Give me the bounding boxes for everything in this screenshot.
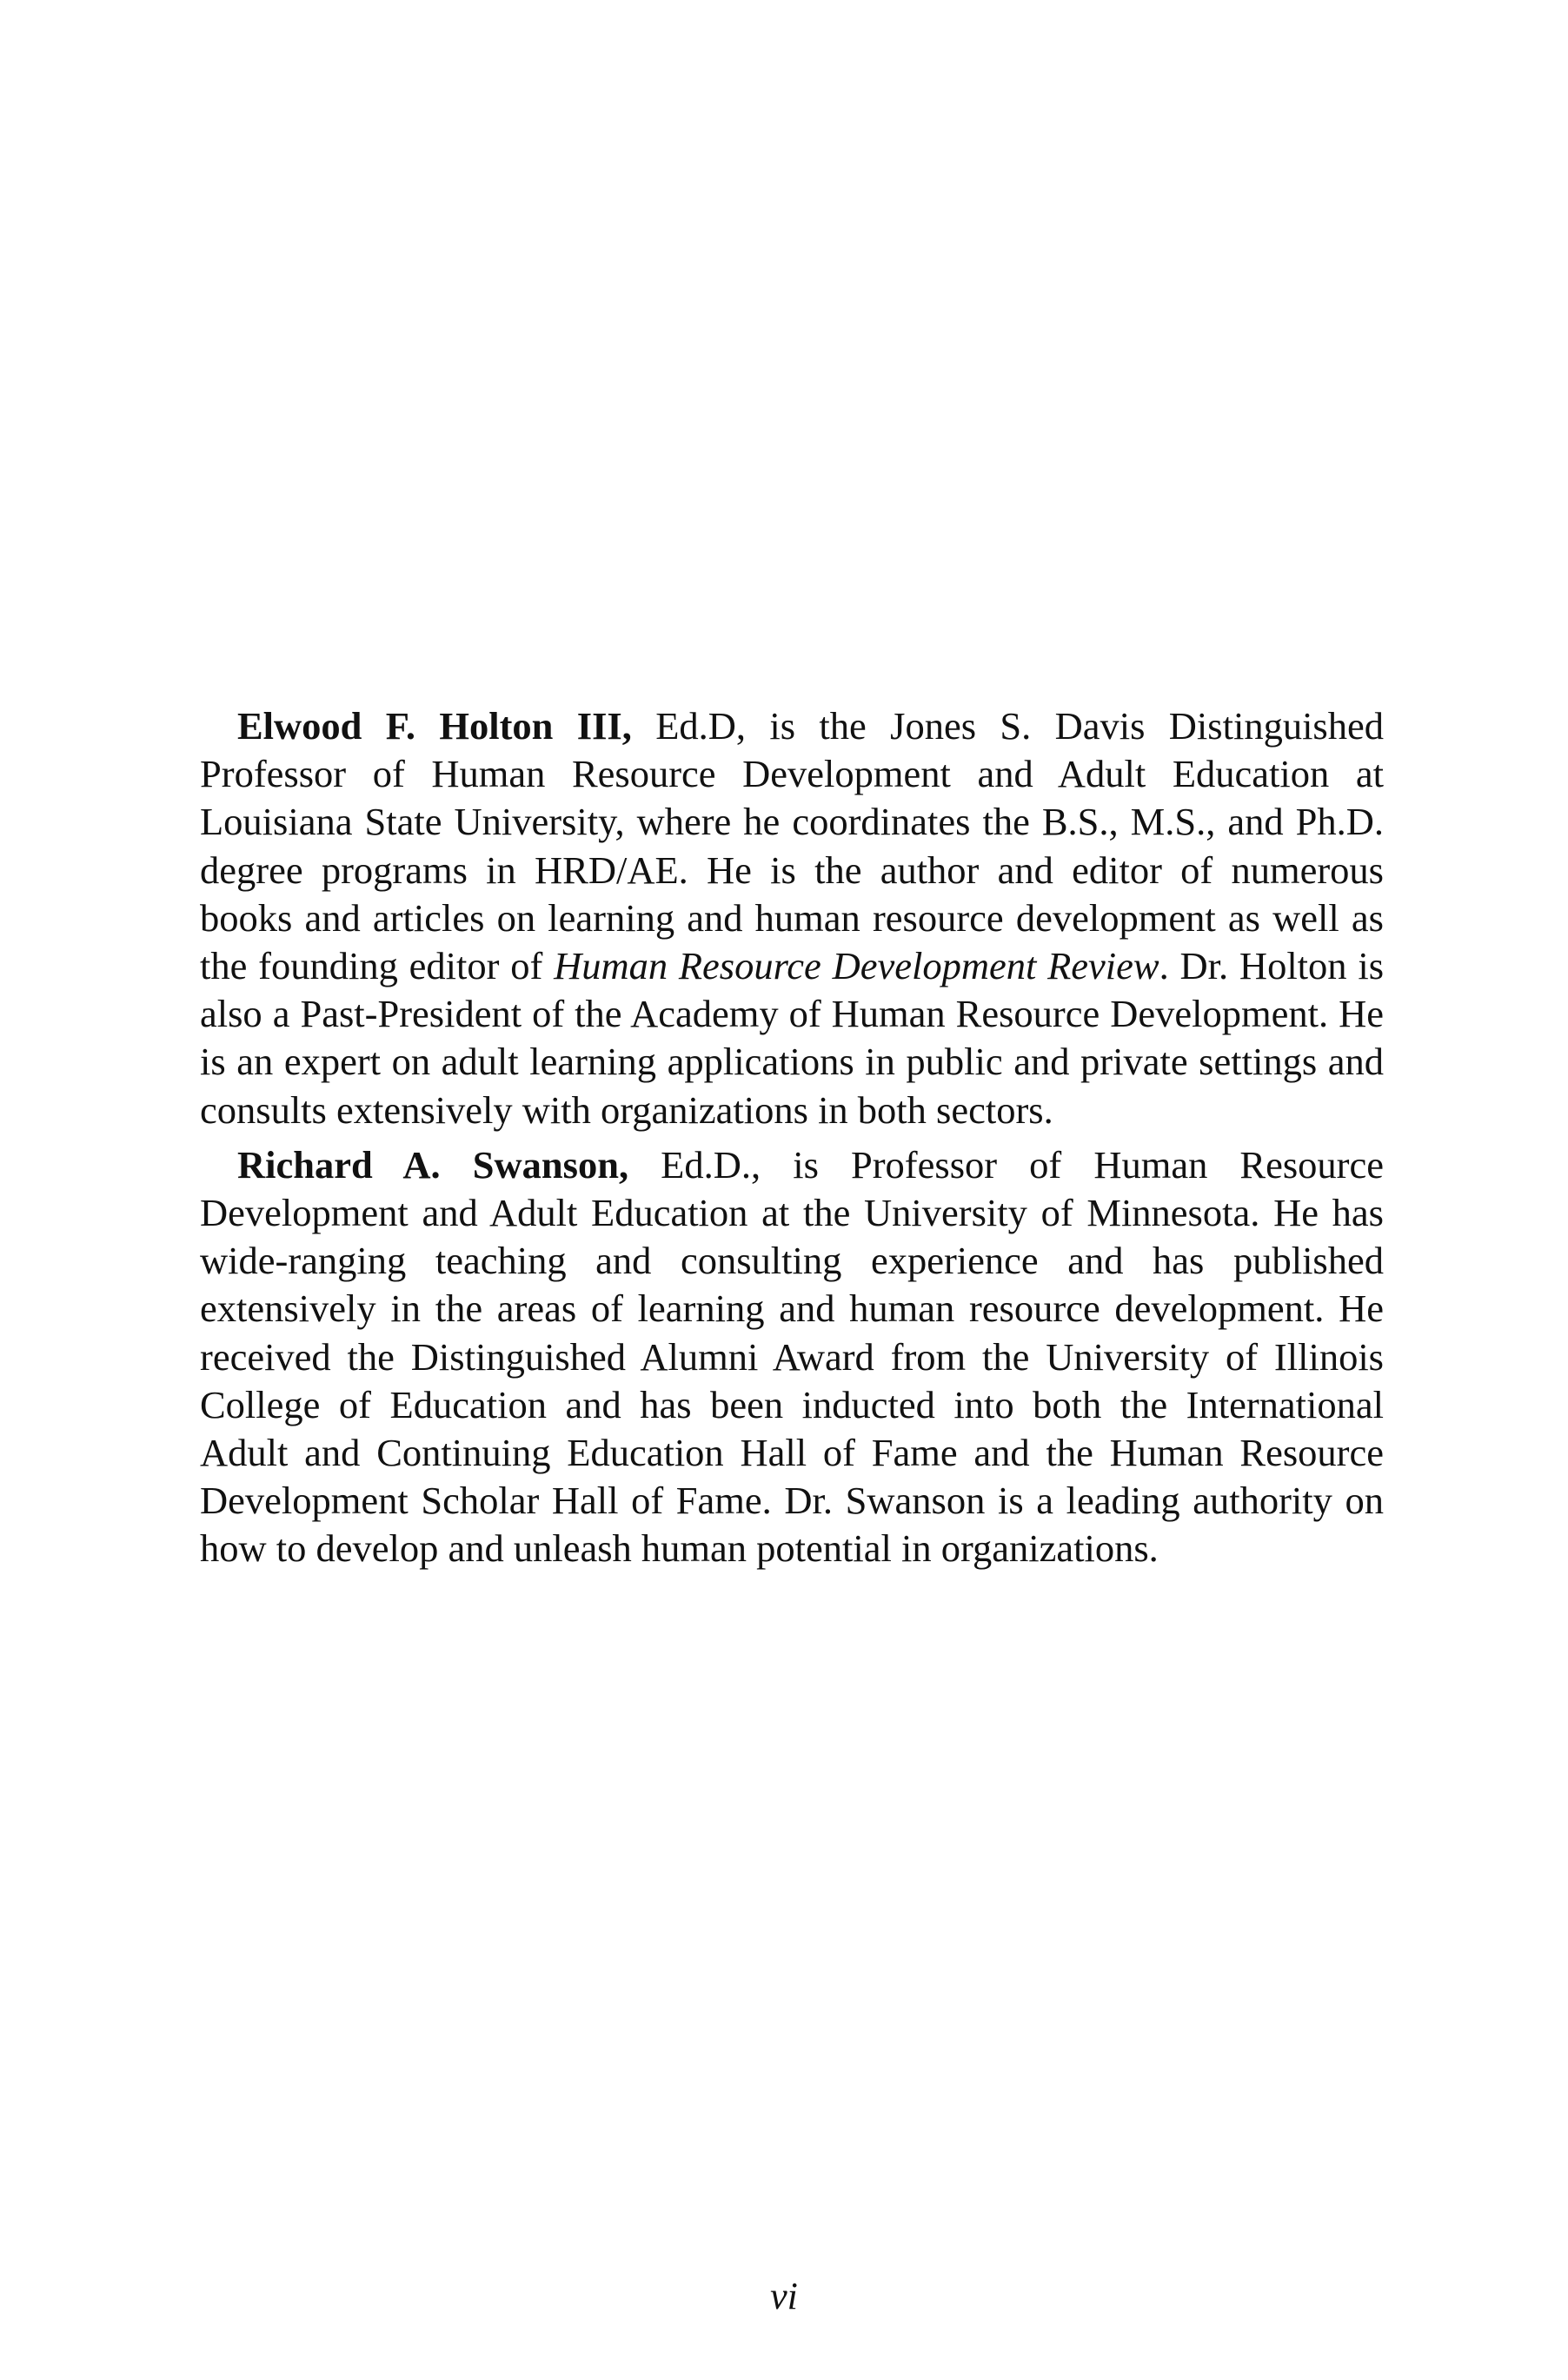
- journal-title: Human Resource Development Review: [554, 944, 1159, 988]
- author-bio-swanson: [200, 1141, 1384, 1573]
- author-name-holton: Elwood F. Holton III,: [237, 704, 632, 748]
- page-number: vi: [770, 2275, 798, 2317]
- author-bios: [200, 702, 1384, 1573]
- bio-text-swanson: Ed.D., is Professor of Human Resource Development and Adult Education at the University of Minnesota. He has wide-ranging teaching and consulting experience and has published extensively in the areas of learning and human resource development. He received the Distinguished Alumni Award from the University of Illinois College of Education and has been inducted into both the International Adult and Continuing Education Hall of Fame and the Human Resource Development Scholar Hall of Fame. Dr. Swanson is a leading authority on how to develop and unleash human potential in organizations.: [200, 1142, 1384, 1571]
- author-bio-holton: [200, 702, 1384, 1134]
- author-name-swanson: Richard A. Swanson,: [237, 1142, 629, 1187]
- bio-text-holton-part1: Ed.D, is the Jones S. Davis Distinguished Professor of Human Resource Development and Adult Education at Louisiana State University, where he coordinates the B.S., M.S., and Ph.D. degree programs in HRD/AE. He is the author and editor of numerous books and articles on learning and human resource development as well as the founding editor of: [200, 704, 1384, 988]
- bio-text-holton-part2: . Dr. Holton is also a Past-President of the Academy of Human Resource Development. He is an expert on adult learning applications in public and private settings and consults extensively with organizations in both sectors.: [200, 944, 1385, 1132]
